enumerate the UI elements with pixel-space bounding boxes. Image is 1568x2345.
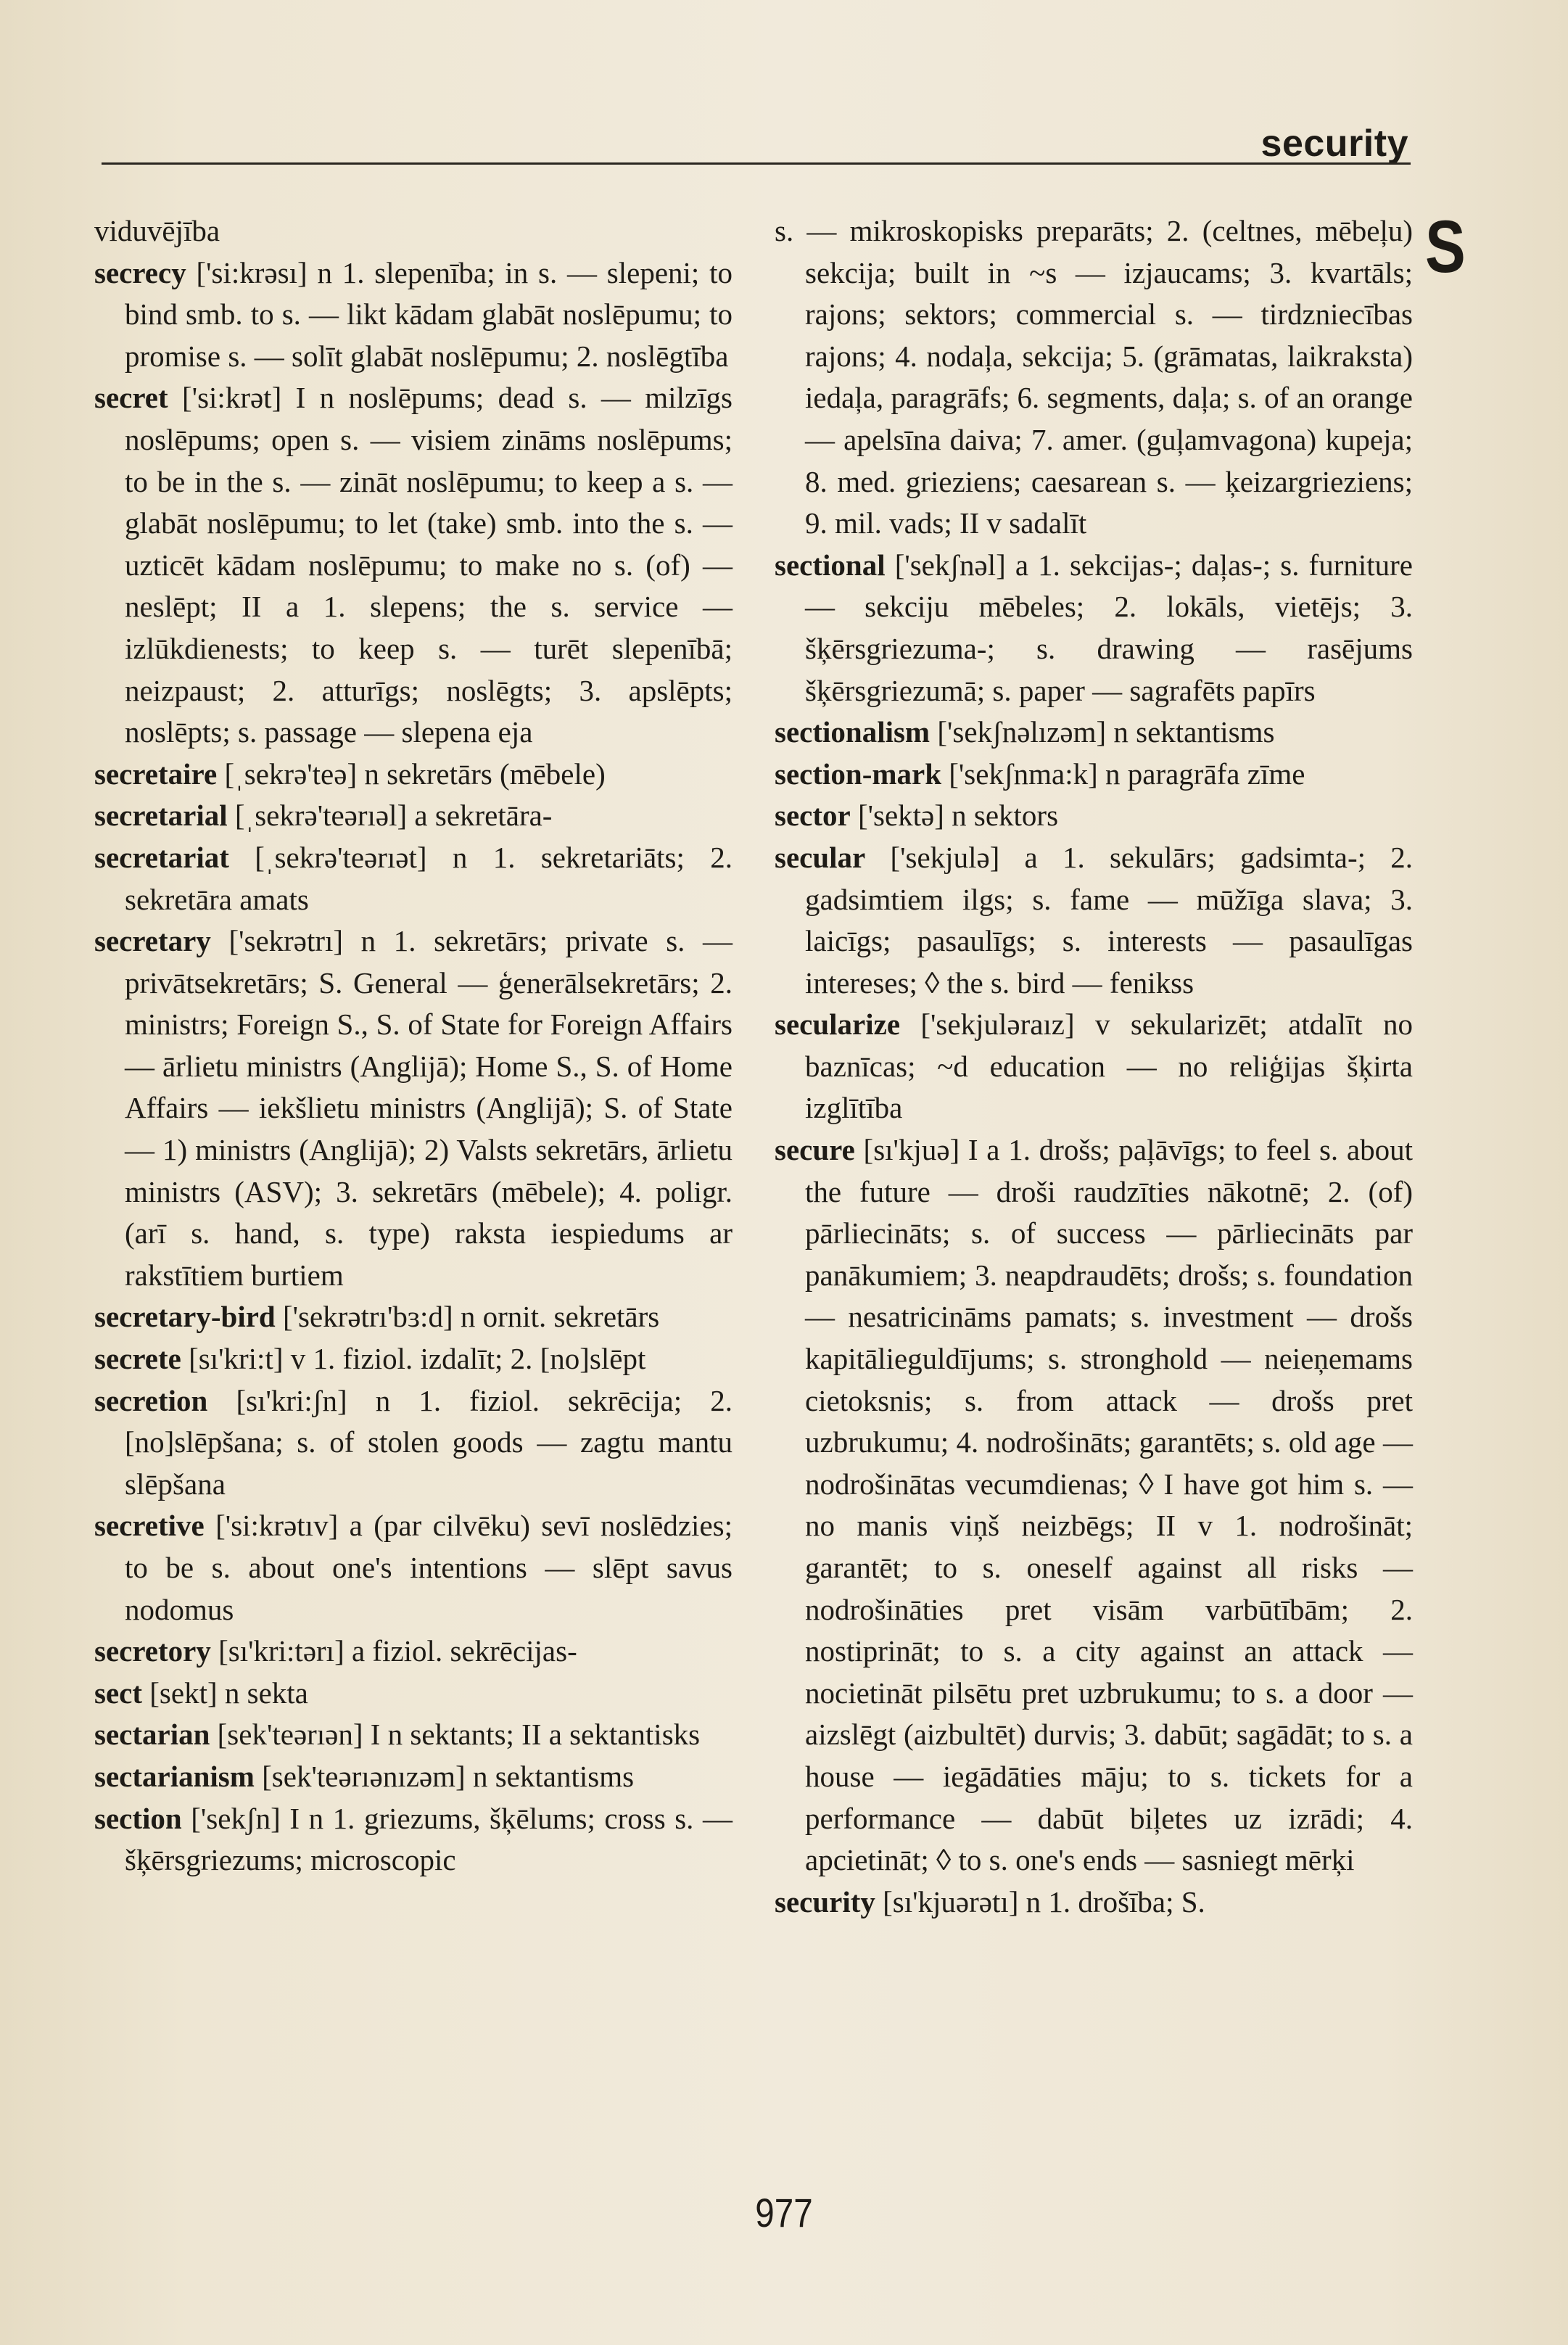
headword: secretary <box>94 924 211 958</box>
entry-body: [ˌsekrə'teə] n sekretārs (mēbele) <box>224 757 606 791</box>
headword: secular <box>775 840 866 874</box>
dictionary-entry <box>775 754 1413 796</box>
entry-body: ['sektə] n sektors <box>857 799 1059 833</box>
entry-body: ['si:krətıv] a (par cilvēku) sevī noslēdzies; to be s. about one's intentions — slēpt savus nodomus <box>125 1509 733 1626</box>
header-rule <box>102 162 1411 165</box>
entry-body: [ˌsekrə'teərıət] n 1. sekretariāts; 2. sekretāra amats <box>125 840 733 916</box>
page-number: 977 <box>755 2190 813 2235</box>
entry-body: [sı'kjuərətı] n 1. drošība; S. <box>883 1884 1205 1919</box>
entry-body: ['sekrətrı] n 1. sekretārs; private s. — privātsekretārs; S. General — ģenerālsekretārs; 2. ministrs; Foreign S., S. of State for Foreign Affairs — ārlietu ministrs (Anglijā); Home S., S. of Home Affairs — iekšlietu ministrs (Anglijā); S. of State — 1) ministrs (Anglijā); 2) Valsts sekretārs, ārlietu ministrs (ASV); 3. sekretārs (mēbele); 4. poligr. (arī s. hand, s. type) raksta iespiedums ar rakstītiem burtiem <box>125 924 733 1292</box>
headword: secularize <box>775 1007 901 1042</box>
entry-body: [sı'kjuə] I a 1. drošs; paļāvīgs; to feel s. about the future — droši raudzīties nākotnē; 2. (of) pārliecināts; s. of success — pārliecināts par panākumiem; 3. neapdraudēts; drošs; s. foundation — nesatricināms pamats; s. investment — drošs kapitālieguldījums; s. stronghold — neieņemams cietoksnis; s. from attack — drošs pret uzbrukumu; 4. nodrošināts; garantēts; s. old age — nodrošinātas vecumdienas; ◊ I have got him s. — no manis viņš neizbēgs; II v 1. nodrošināt; garantēt; to s. oneself against all risks — nodrošināties pret visām varbūtībām; 2. nostiprināt; to s. a city against an attack — nocietināt pilsētu pret uzbrukumu; to s. a door — aizslēgt (aizbultēt) durvis; 3. dabūt; sagādāt; to s. a house — iegādāties māju; to s. tickets for a performance — dabūt biļetes uz izrādi; 4. apcietināt; ◊ to s. one's ends — sasniegt mērķi <box>805 1133 1413 1877</box>
dictionary-entry <box>94 1714 733 1756</box>
headword: sectionalism <box>775 715 931 749</box>
headword: section <box>94 1801 182 1835</box>
headword: secretory <box>94 1634 211 1668</box>
entry-body: [sekt] n sekta <box>149 1676 308 1710</box>
dictionary-entry <box>94 837 733 920</box>
dictionary-entry <box>94 920 733 1296</box>
entry-body: s. — mikroskopisks preparāts; 2. (celtnes, mēbeļu) sekcija; built in ~s — izjaucams; 3. kvartāls; rajons; sektors; commercial s. — tirdzniecības rajons; 4. nodaļa, sekcija; 5. (grāmatas, laikraksta) iedaļa, paragrāfs; 6. segments, daļa; s. of an orange — apelsīna daiva; 7. amer. (guļamvagona) kupeja; 8. med. grieziens; caesarean s. — ķeizargrieziens; 9. mil. vads; II v sadalīt <box>775 214 1413 540</box>
running-head: security <box>1260 123 1408 165</box>
dictionary-entry <box>94 754 733 796</box>
headword: secretarial <box>94 799 228 833</box>
dictionary-entry <box>94 1505 733 1631</box>
headword: secretaire <box>94 757 218 791</box>
headword: secretion <box>94 1383 208 1417</box>
entry-body: ['sekʃnəl] a 1. sekcijas-; daļas-; s. furniture — sekciju mēbeles; 2. lokāls, vietējs; 3. šķērsgriezuma-; s. drawing — rasējums šķērsgriezumā; s. paper — sagrafēts papīrs <box>805 548 1413 707</box>
dictionary-entry <box>94 252 733 378</box>
headword: secure <box>775 1133 855 1167</box>
headword: secrete <box>94 1342 181 1376</box>
dictionary-entry <box>775 795 1413 837</box>
headword: secretariat <box>94 840 229 874</box>
headword: secrecy <box>94 255 186 289</box>
dictionary-entry <box>775 545 1413 712</box>
dictionary-entry <box>94 1296 733 1338</box>
headword: sector <box>775 799 851 833</box>
dictionary-entry <box>775 1004 1413 1129</box>
entry-body: [sek'teərıənızəm] n sektantisms <box>262 1759 635 1793</box>
entry-body: viduvējība <box>94 214 220 247</box>
headword: sectarian <box>94 1718 210 1752</box>
dictionary-entry <box>94 1338 733 1380</box>
thumb-index-letter: S <box>1425 205 1466 288</box>
entry-body: ['sekjulə] a 1. sekulārs; gadsimta-; 2. gadsimtiem ilgs; s. fame — mūžīga slava; 3. laicīgs; pasaulīgs; s. interests — pasaulīgas intereses; ◊ the s. bird — fenikss <box>805 840 1413 1000</box>
left-column <box>94 210 733 1882</box>
entry-body: ['si:krət] I n noslēpums; dead s. — milzīgs noslēpums; open s. — visiem zināms noslēpums; to be in the s. — zināt noslēpumu; to keep a s. — glabāt noslēpumu; to let (take) smb. into the s. — uzticēt kādam noslēpumu; to make no s. (of) — neslēpt; II a 1. slepens; the s. service — izlūkdienests; to keep s. — turēt slepenībā; neizpaust; 2. atturīgs; noslēgts; 3. apslēpts; noslēpts; s. passage — slepena eja <box>125 381 733 749</box>
entry-body: [sı'kri:t] v 1. fiziol. izdalīt; 2. [no]slēpt <box>189 1342 646 1376</box>
dictionary-entry <box>94 1673 733 1715</box>
entry-body: ['sekjuləraız] v sekularizēt; atdalīt no baznīcas; ~d education — no reliģijas šķirta izglītība <box>805 1007 1413 1125</box>
entry-body: ['sekʃnəlızəm] n sektantisms <box>937 715 1275 749</box>
headword: sectional <box>775 548 886 582</box>
entry-body: ['si:krəsı] n 1. slepenība; in s. — slepeni; to bind smb. to s. — likt kādam glabāt noslēpumu; to promise s. — solīt glabāt noslēpumu; 2. noslēgtība <box>125 255 733 373</box>
entry-body: ['sekʃn] I n 1. griezums, šķēlums; cross s. — šķērsgriezums; microscopic <box>125 1801 733 1877</box>
dictionary-entry <box>775 210 1413 545</box>
dictionary-entry <box>94 1756 733 1798</box>
headword: secret <box>94 381 168 415</box>
entry-body: [ˌsekrə'teərıəl] a sekretāra- <box>234 799 553 833</box>
entry-body: [sek'teərıən] I n sektants; II a sektantisks <box>217 1718 701 1752</box>
dictionary-entry <box>94 795 733 837</box>
headword: secretive <box>94 1509 205 1543</box>
dictionary-entry <box>775 837 1413 1004</box>
dictionary-entry <box>775 712 1413 754</box>
right-column <box>775 210 1413 1923</box>
headword: secretary-bird <box>94 1300 276 1334</box>
dictionary-entry <box>94 377 733 753</box>
entry-body: ['sekʃnma:k] n paragrāfa zīme <box>949 757 1305 791</box>
dictionary-entry <box>775 1129 1413 1882</box>
dictionary-entry <box>94 1631 733 1673</box>
dictionary-entry <box>94 1798 733 1882</box>
dictionary-entry <box>94 1380 733 1506</box>
entry-body: [sı'kri:ʃn] n 1. fiziol. sekrēcija; 2. [no]slēpšana; s. of stolen goods — zagtu mantu slēpšana <box>125 1383 733 1501</box>
dictionary-entry <box>94 210 733 252</box>
headword: section-mark <box>775 757 942 791</box>
headword: security <box>775 1884 875 1919</box>
entry-body: ['sekrətrı'bɜ:d] n ornit. sekretārs <box>282 1300 660 1334</box>
dictionary-entry <box>775 1882 1413 1924</box>
headword: sect <box>94 1676 143 1710</box>
entry-body: [sı'kri:tərı] a fiziol. sekrēcijas- <box>218 1634 577 1668</box>
headword: sectarianism <box>94 1759 255 1793</box>
